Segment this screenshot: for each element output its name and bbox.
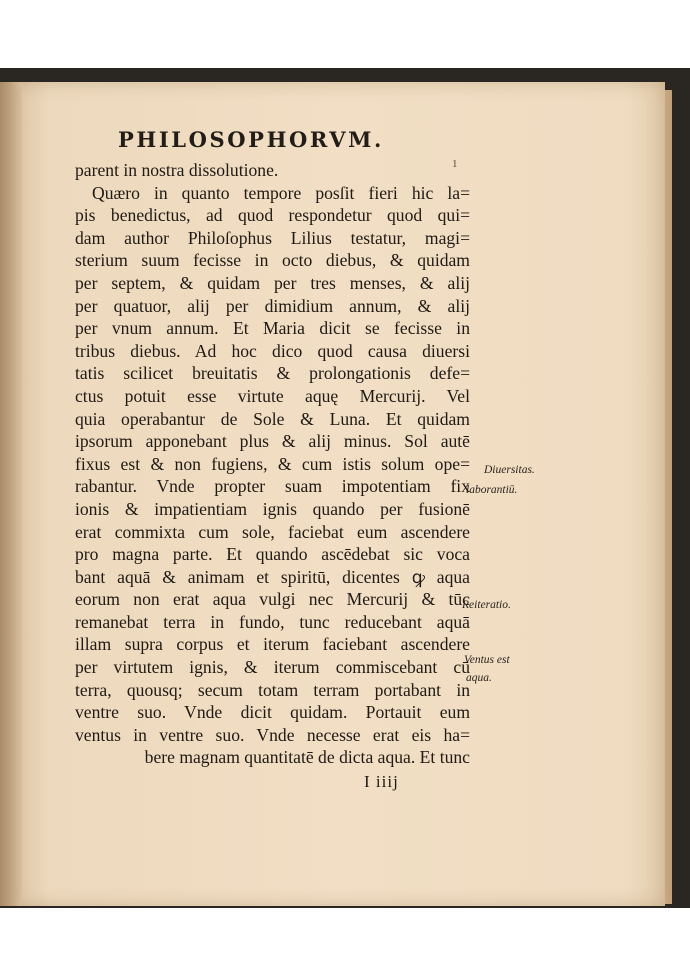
text-line: ventre suo. Vnde dicit quidam. Portauit eum	[75, 702, 470, 723]
text-line: pro magna parte. Et quando ascēdebat sic voca	[75, 544, 470, 565]
text-line: parent in nostra dissolutione.	[75, 160, 279, 180]
text-line: bere magnam quantitatē de dicta aqua. Et tunc	[144, 747, 470, 768]
page-gutter	[0, 82, 22, 906]
text-line: quia operabantur de Sole & Luna. Et quidam	[75, 408, 470, 429]
text-line: eorum non erat aqua vulgi nec Mercurij & tūc	[75, 589, 470, 610]
text-line: terra, quousq; secum totam terram portabant in	[75, 679, 470, 700]
text-line: fixus est & non fugiens, & cum istis solum ope=	[75, 453, 470, 474]
running-head: PHILOSOPHORVM.	[118, 127, 384, 152]
signature-mark: I iiij	[364, 772, 399, 791]
text-line: ipsorum apponebant plus & alij minus. Sol autē	[75, 431, 470, 452]
margin-note-laborantium: laborantiū.	[466, 484, 518, 496]
text-line: tribus diebus. Ad hoc dico quod causa diuersi	[75, 340, 470, 361]
margin-note-diuersitas: Diuersitas.	[484, 464, 535, 476]
text-line: erat commixta cum sole, faciebat eum ascendere	[75, 521, 470, 542]
text-line: ventus in ventre suo. Vnde necesse erat eis ha=	[75, 724, 470, 745]
text-line: Quæro in quanto tempore posſit fieri hic la=	[92, 182, 470, 203]
text-line: bant aquā & animam et spiritū, dicentes ꝙ aqua	[75, 566, 470, 587]
text-line: per vnum annum. Et Maria dicit se fecisse in	[75, 318, 470, 339]
text-line: per quatuor, alij per dimidium annum, & alij	[75, 295, 470, 316]
margin-note-reiteratio: Reiteratio.	[462, 599, 511, 611]
text-line: ionis & impatientiam ignis quando per fusionē	[75, 498, 470, 519]
text-line: tatis scilicet breuitatis & prolongationis defe=	[75, 363, 470, 384]
text-line: illam supra corpus et iterum faciebant ascendere	[75, 634, 470, 655]
text-line: sterium suum fecisse in octo diebus, & quidam	[75, 250, 470, 271]
printer-mark: 1	[452, 158, 458, 170]
text-line: per septem, & quidam per tres menses, & alij	[75, 272, 470, 293]
text-line: pis benedictus, ad quod respondetur quod qui=	[75, 205, 470, 226]
text-line: per virtutem ignis, & iterum commiscebant cū	[75, 657, 470, 678]
text-line: ctus potuit esse virtute aquę Mercurij. Vel	[75, 385, 470, 406]
text-line: remanebat terra in fundo, tunc reducebant aquā	[75, 611, 470, 632]
text-line: dam author Philoſophus Lilius testatur, magi=	[75, 227, 470, 248]
text-line: rabantur. Vnde propter suam impotentiam fix	[75, 476, 470, 497]
body-text	[75, 159, 470, 769]
margin-note-aqua: aqua.	[466, 672, 492, 684]
margin-note-ventus: Ventus est	[464, 654, 510, 666]
